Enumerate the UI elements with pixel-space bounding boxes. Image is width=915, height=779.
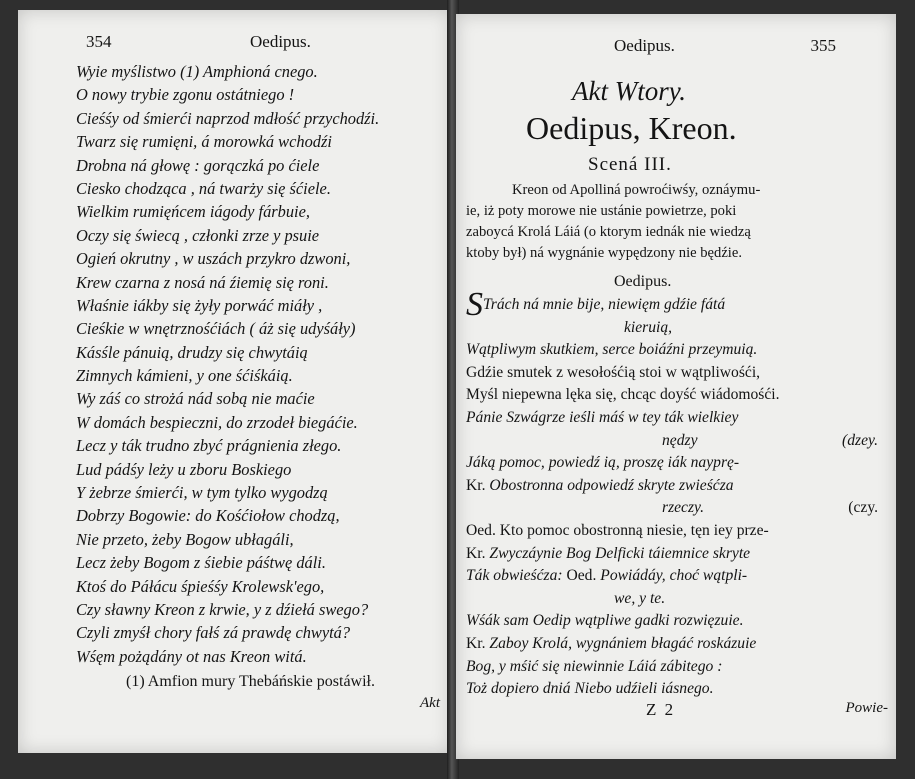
dialog-text: Zwyczáynie Bog Delficki táiemnice skryte xyxy=(489,544,751,562)
dialog-text: Jáką pomoc, powiedź ią, proszę iák nayprę- xyxy=(466,454,740,472)
verse-line: Dobrzy Bogowie: do Kośćiołow chodzą, xyxy=(76,506,340,526)
verse-line: Ktoś do Páłácu śpieśśy Krolewsk'ego, xyxy=(76,576,325,596)
verse-line: Ogień okrutny , w uszách przykro dzwoni, xyxy=(76,249,351,269)
dialog-text: Ták obwieśćza: xyxy=(466,567,563,585)
verse-line: Cieśkie w wnętrznośćiách ( áż się udyśáły) xyxy=(76,319,356,339)
dialog-line xyxy=(466,475,886,498)
dialog-text: rzeczy. xyxy=(662,499,705,517)
dialog-text: Bog, y mśić się niewinnie Láiá zábitego : xyxy=(466,657,723,675)
scene-number: Scená III. xyxy=(588,154,672,175)
verse-line: Kásśle pánuią, drudzy się chwytáią xyxy=(76,342,308,362)
turnover-text: (czy. xyxy=(848,499,878,517)
verse-line: Wielkim rumięńcem iágody fárbuie, xyxy=(76,202,310,222)
left-page xyxy=(18,10,450,753)
speaker-name: Oedipus. xyxy=(614,273,672,290)
running-title: Oedipus. xyxy=(250,32,311,51)
stage-direction xyxy=(466,180,880,264)
dialog-line xyxy=(466,520,886,543)
dialog-line xyxy=(466,610,886,633)
verse-line: Nie przeto, żeby Bogow ubłagáli, xyxy=(76,529,294,549)
running-title: Oedipus. xyxy=(614,36,675,55)
verse-line: Cieśśy od śmierći naprzod mdłość przychodźi. xyxy=(76,108,380,128)
dialog-text: Powiádáy, choć wątpli- xyxy=(600,567,748,585)
verse-line: Lud pádśy leży u zboru Boskiego xyxy=(76,459,292,479)
dialog-text: Obostronna odpowiedź skryte zwieśćza xyxy=(489,476,734,494)
stage-line: ktoby był) ná wygnánie wypędzony nie będźie. xyxy=(466,245,742,261)
dialog-line xyxy=(466,588,886,611)
dialog-line xyxy=(466,286,886,323)
dialog-block xyxy=(466,286,886,701)
verse-line: Lecz y ták trudno zbyć prágnienia złego. xyxy=(76,436,342,456)
dialog-line xyxy=(466,452,886,475)
dialog-line xyxy=(466,633,886,656)
dialog-text: Pánie Szwágrze ieśli máś w tey ták wielkiey xyxy=(466,408,739,426)
verse-line: Zimnych kámieni, y one śćiśkáią. xyxy=(76,366,293,386)
page-number: 355 xyxy=(810,36,836,55)
dialog-line xyxy=(466,317,886,340)
stage-line: zaboycá Krolá Láiá (o ktorym iednák nie wiedzą xyxy=(466,224,751,240)
catchword: Powie- xyxy=(845,700,888,716)
verse-line: Czy sławny Kreon z krwie, y z dźiełá swego? xyxy=(76,599,369,619)
verse-line: Lecz żeby Bogom z śiebie páśtwę dáli. xyxy=(76,553,326,573)
verse-line: Krew czarna z nosá ná źiemię się roni. xyxy=(76,272,329,292)
verse-line: Oczy się świecą , członki zrze y psuie xyxy=(76,225,320,245)
dialog-text: Toż dopiero dniá Niebo udźieli iásnego. xyxy=(466,680,714,698)
dialog-text: Wątpliwym skutkiem, serce boiáźni przeymuią. xyxy=(466,341,758,359)
catchword: Akt xyxy=(420,695,440,711)
verse-line: Ciesko chodząca , ná twarży się śćiele. xyxy=(76,178,331,198)
verse-line: Y żebrze śmierći, w tym tylko wygodzą xyxy=(76,483,328,503)
right-page xyxy=(456,14,896,759)
stage-line: ie, iż poty morowe nie ustánie powietrze, poki xyxy=(466,203,737,219)
speaker-tag: Kr. xyxy=(466,476,486,494)
dialog-text: kieruią, xyxy=(624,318,673,336)
speaker-tag: Oed. xyxy=(466,521,496,539)
speaker-tag: Kr. xyxy=(466,634,486,652)
dialog-text: we, y te. xyxy=(614,589,666,607)
dialog-text: nędzy xyxy=(662,431,698,449)
verse-line: Wy záś co strożá nád sobą nie maćie xyxy=(76,389,315,409)
dialog-line xyxy=(466,430,886,453)
footnote: (1) Amfion mury Thebáńskie postáwił. xyxy=(126,673,375,690)
signature-mark: Z 2 xyxy=(646,700,676,719)
stage-line: Kreon od Apolliná powroćiwśy, oznáymu- xyxy=(512,182,761,198)
verse-line: Wyie myślistwo (1) Amphioná cnego. xyxy=(76,62,318,81)
act-heading: Akt Wtory. xyxy=(572,76,686,106)
dialog-line xyxy=(466,678,886,701)
verse-line: Czyli zmyśł chory fałś zá prawdę chwytá? xyxy=(76,623,351,643)
dialog-line xyxy=(466,339,886,362)
speaker-tag: Oed. xyxy=(566,567,597,585)
dialog-line xyxy=(466,407,886,430)
dialog-line xyxy=(466,497,886,520)
dialog-text: Wśák sam Oedip wątpliwe gadki rozwięzuie. xyxy=(466,612,744,630)
page-number: 354 xyxy=(86,32,112,51)
turnover-text: (dzey. xyxy=(842,431,878,449)
dialog-line xyxy=(466,565,886,588)
dialog-text: Trách ná mnie bije, niewięm gdźie fátá xyxy=(483,296,726,313)
dialog-text: Gdźie smutek z wesołośćią stoi w wątpliwośći, xyxy=(466,363,761,381)
verse-block xyxy=(76,60,446,668)
verse-line: Wśęm pożądány ot nas Kreon witá. xyxy=(76,646,307,666)
dialog-text: Kto pomoc obostronną niesie, tęn iey prze- xyxy=(499,521,769,539)
verse-line: W domách bespieczni, do zrzodeł biegáćie. xyxy=(76,412,358,432)
dialog-line xyxy=(466,384,886,407)
dialog-text: Zaboy Krolá, wygnániem błagáć roskázuie xyxy=(489,634,757,652)
left-page-header xyxy=(18,32,450,54)
right-page-header xyxy=(456,36,896,58)
verse-line: Właśnie iákby się żyły porwáć miáły , xyxy=(76,295,323,315)
dialog-line xyxy=(466,362,886,385)
drop-cap: S xyxy=(466,286,483,323)
verse-line: O nowy trybie zgonu ostátniego ! xyxy=(76,85,295,105)
dialog-line xyxy=(466,656,886,679)
scene-title: Oedipus, Kreon. xyxy=(526,110,737,146)
verse-line: Twarz się rumięni, á morowká wchodźi xyxy=(76,132,332,152)
verse-line: Drobna ná głowę : gorączká po ćiele xyxy=(76,155,320,175)
dialog-text: Myśl niepewna lęka się, chcąc doyść wiádomośći. xyxy=(466,386,780,404)
dialog-line xyxy=(466,543,886,566)
speaker-tag: Kr. xyxy=(466,544,486,562)
